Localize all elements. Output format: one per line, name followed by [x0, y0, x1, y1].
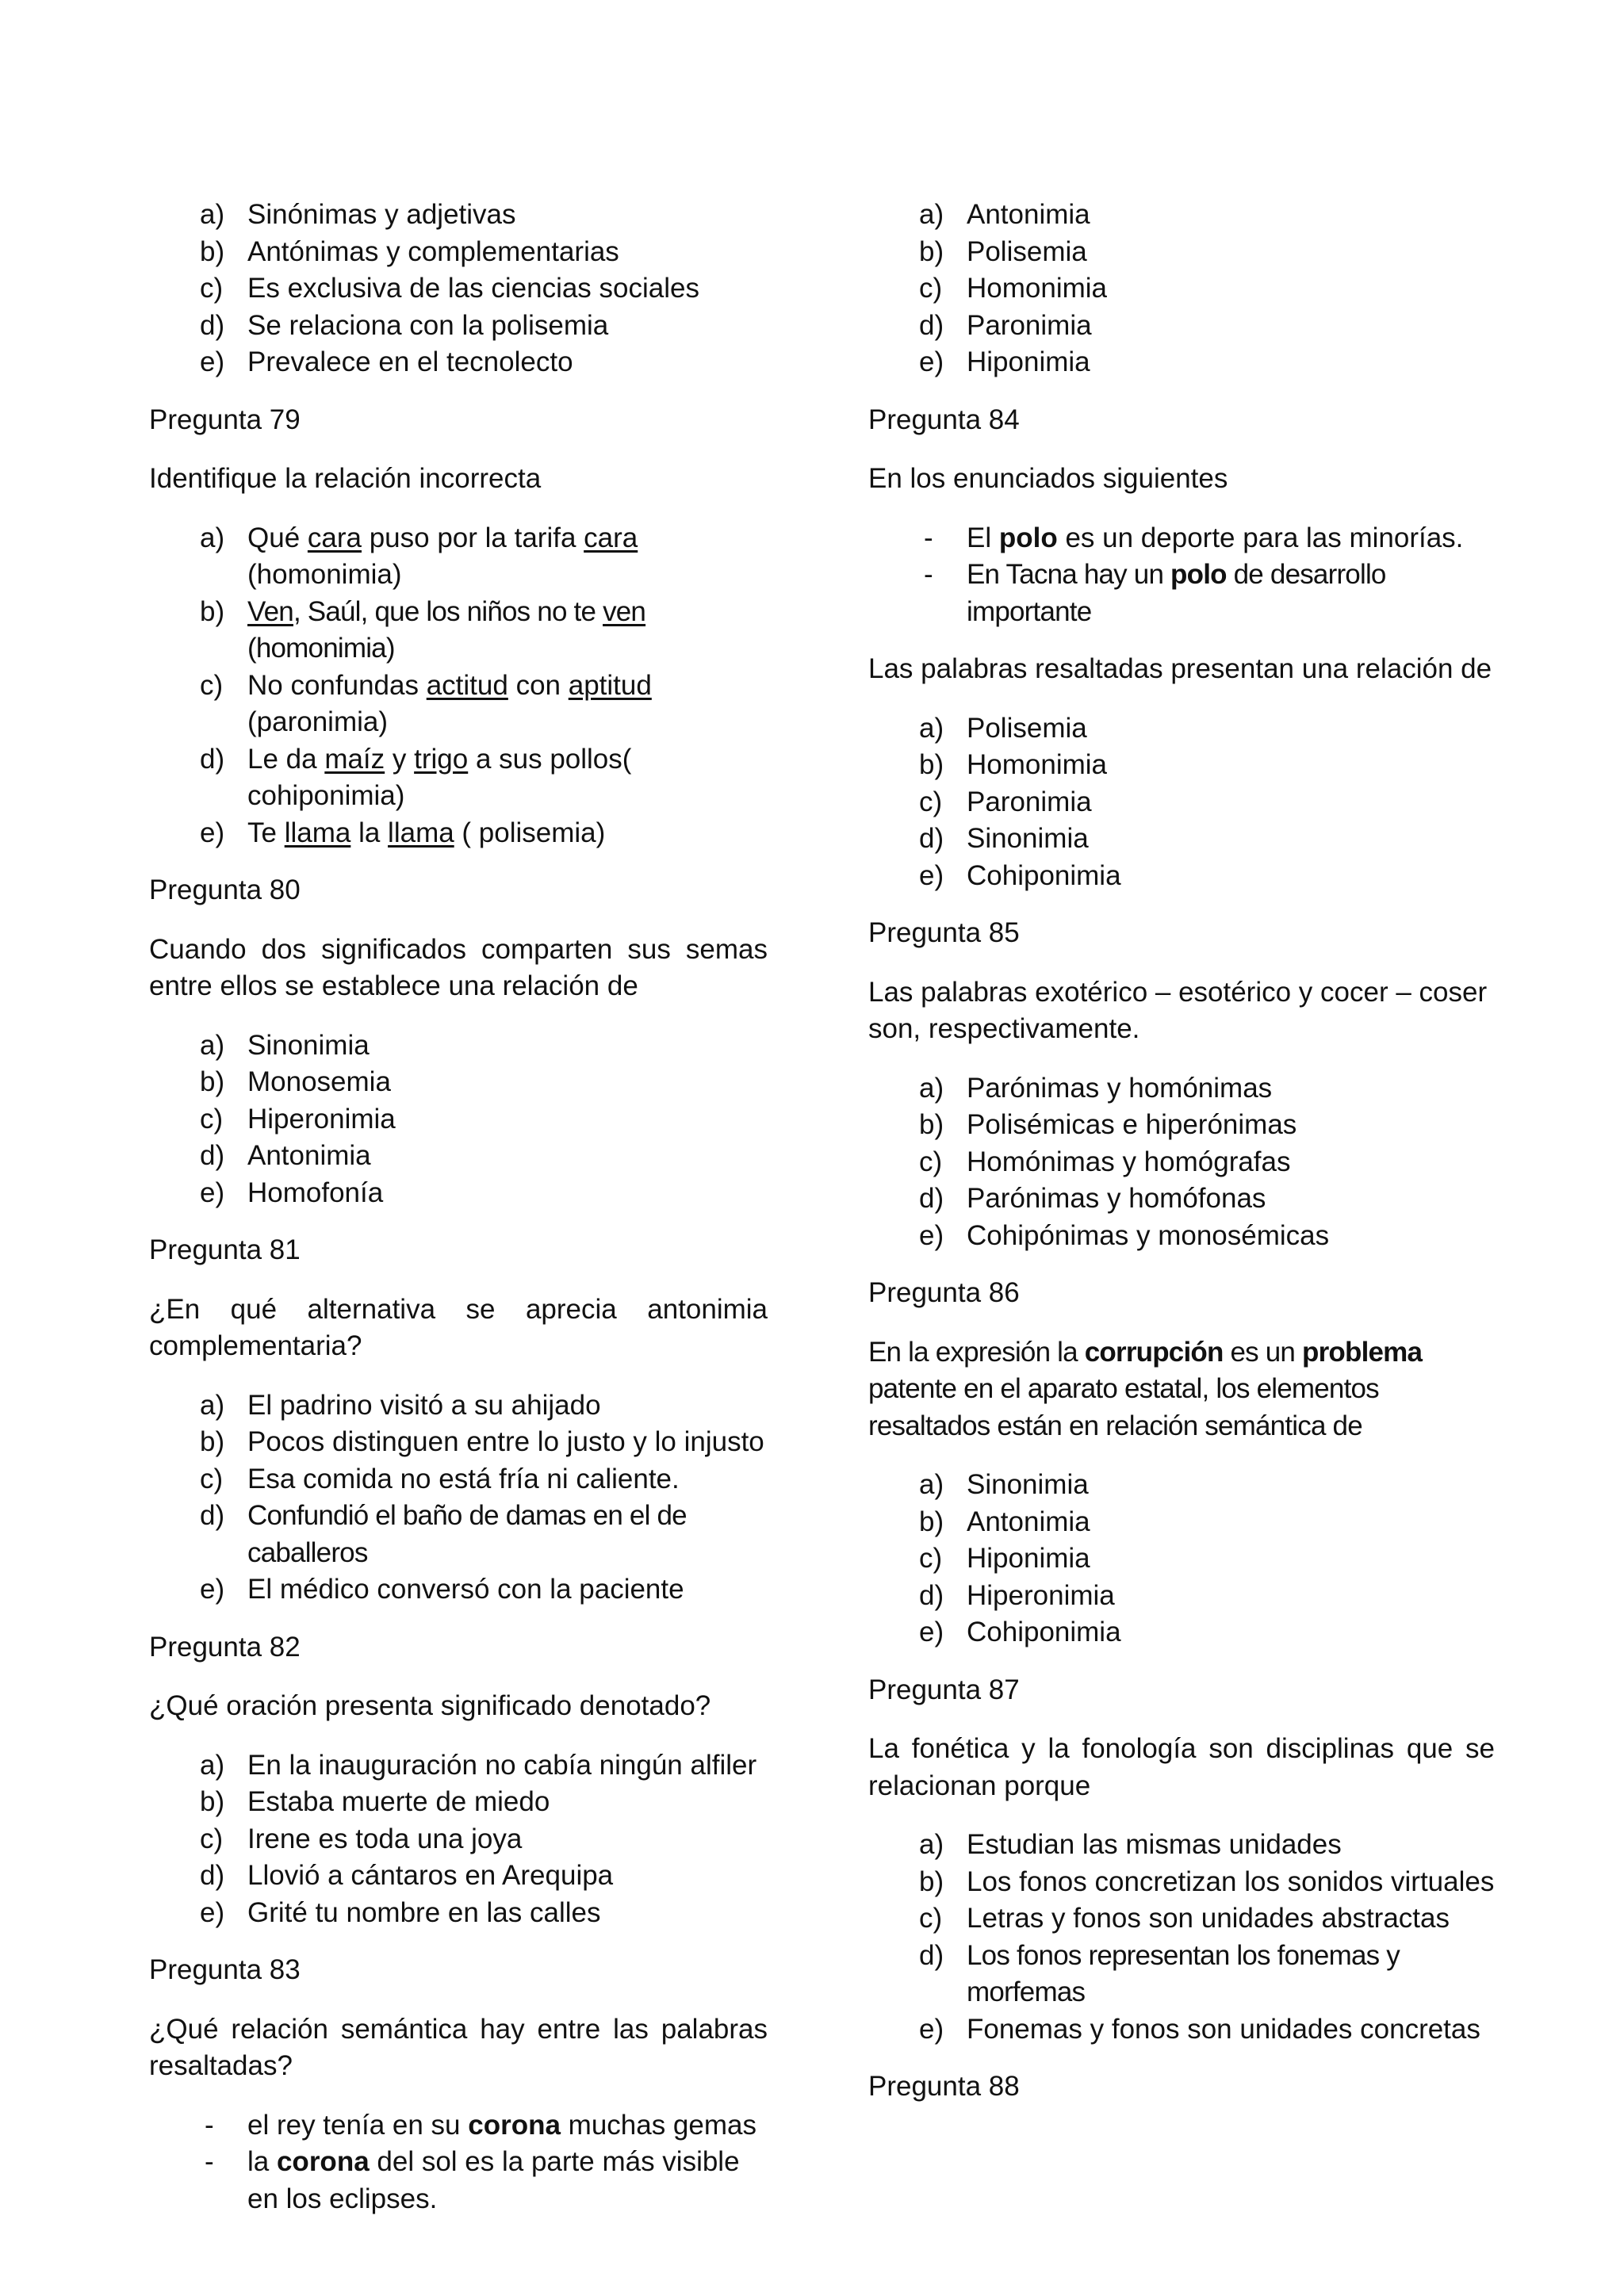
option-item: a) En la inauguración no cabía ningún alfiler: [200, 1749, 757, 1781]
option-item: b) Polisémicas e hiperónimas: [919, 1109, 1297, 1140]
q79-options: [149, 520, 768, 852]
question-stem-87: La fonética y la fonología son disciplinas que se relacionan porque: [868, 1733, 1495, 1801]
option-item: e) Cohiponimia: [919, 859, 1121, 891]
question-stem-83: ¿Qué relación semántica hay entre las palabras resaltadas?: [149, 2013, 768, 2081]
underlined-word: actitud: [426, 669, 508, 701]
statement-item: - En Tacna hay un polo de desarrollo importante: [924, 559, 1386, 627]
option-item: b) Los fonos concretizan los sonidos virtuales: [919, 1866, 1495, 1897]
question-stem-84-continued: Las palabras resaltadas presentan una relación de: [868, 653, 1492, 684]
q86-options: [868, 1467, 1495, 1651]
left-column: [149, 197, 768, 2238]
q78-options: [149, 197, 768, 381]
highlighted-word: polo: [1170, 559, 1227, 590]
option-item: c) Hiponimia: [919, 1543, 1090, 1574]
option-item: e) Fonemas y fonos son unidades concretas: [919, 2013, 1480, 2045]
option-item: a) Sinónimas y adjetivas: [200, 199, 516, 230]
option-item: b) Ven, Saúl, que los niños no te ven (homonimia): [200, 595, 646, 664]
question-heading-80: Pregunta 80: [149, 874, 301, 905]
question-stem-86: En la expresión la corrupción es un problema patente en el aparato estatal, los elementos resaltados están en relación semántica de: [868, 1336, 1423, 1441]
option-item: b) Antónimas y complementarias: [200, 235, 619, 267]
option-item: b) Antonimia: [919, 1506, 1090, 1537]
option-item: d) Hiperonimia: [919, 1579, 1115, 1611]
underlined-word: maíz: [324, 743, 385, 775]
question-heading-81: Pregunta 81: [149, 1234, 301, 1265]
question-heading-86: Pregunta 86: [868, 1277, 1020, 1308]
option-item: a) Sinonimia: [919, 1469, 1089, 1500]
option-item: a) Estudian las mismas unidades: [919, 1829, 1342, 1860]
question-stem-81: ¿En qué alternativa se aprecia antonimia complementaria?: [149, 1293, 768, 1361]
option-item: e) Te llama la llama ( polisemia): [200, 817, 606, 848]
statement-item: - El polo es un deporte para las minorías.: [924, 522, 1464, 553]
option-item: b) Polisemia: [919, 235, 1087, 267]
question-heading-87: Pregunta 87: [868, 1674, 1020, 1705]
option-item: d) Llovió a cántaros en Arequipa: [200, 1860, 614, 1891]
option-item: d) Le da maíz y trigo a sus pollos( cohiponimia): [200, 743, 632, 811]
option-item: a) Polisemia: [919, 712, 1087, 744]
option-item: d) Parónimas y homófonas: [919, 1183, 1266, 1214]
option-item: b) Pocos distinguen entre lo justo y lo injusto: [200, 1426, 764, 1457]
underlined-word: ven: [603, 595, 646, 627]
question-heading-83: Pregunta 83: [149, 1954, 301, 1985]
statement-item: - el rey tenía en su corona muchas gemas: [205, 2109, 756, 2141]
question-stem-79: Identifique la relación incorrecta: [149, 463, 542, 494]
option-item: e) Hiponimia: [919, 346, 1090, 377]
option-item: c) Es exclusiva de las ciencias sociales: [200, 273, 699, 304]
option-item: c) Homónimas y homógrafas: [919, 1146, 1291, 1177]
question-stem-84: En los enunciados siguientes: [868, 463, 1228, 494]
question-heading-84: Pregunta 84: [868, 404, 1020, 435]
question-heading-82: Pregunta 82: [149, 1631, 301, 1663]
option-item: e) Cohiponimia: [919, 1617, 1121, 1647]
option-item: e) Prevalece en el tecnolecto: [200, 346, 573, 377]
question-stem-85: Las palabras exotérico – esotérico y cocer – coser son, respectivamente.: [868, 976, 1488, 1044]
option-item: d) Paronimia: [919, 309, 1092, 341]
option-item: d) Antonimia: [200, 1140, 371, 1171]
highlighted-word: corrupción: [1084, 1336, 1224, 1368]
statement-item: - la corona del sol es la parte más visible en los eclipses.: [205, 2146, 740, 2214]
option-item: b) Monosemia: [200, 1066, 391, 1097]
underlined-word: aptitud: [568, 669, 652, 701]
option-item: e) El médico conversó con la paciente: [200, 1574, 684, 1605]
option-item: a) Parónimas y homónimas: [919, 1072, 1273, 1104]
q85-options: [868, 1070, 1495, 1255]
q82-options: [149, 1747, 768, 1932]
underlined-word: llama: [388, 817, 454, 848]
option-item: a) Antonimia: [919, 199, 1090, 230]
underlined-word: cara: [584, 522, 638, 553]
option-item: d) Los fonos representan los fonemas y morfemas: [919, 1939, 1400, 2007]
question-heading-88: Pregunta 88: [868, 2071, 1020, 2102]
highlighted-word: corona: [468, 2109, 561, 2141]
question-stem-82: ¿Qué oración presenta significado denotado?: [149, 1690, 711, 1721]
underlined-word: Ven: [247, 595, 293, 627]
underlined-word: cara: [307, 522, 362, 553]
q83-statements: [149, 2107, 768, 2218]
option-item: d) Se relaciona con la polisemia: [200, 309, 609, 341]
highlighted-word: polo: [998, 522, 1058, 553]
option-item: c) Paronimia: [919, 786, 1092, 817]
q87-options: [868, 1827, 1495, 2048]
option-item: c) Homonimia: [919, 273, 1107, 304]
highlighted-word: problema: [1302, 1336, 1423, 1368]
highlighted-word: corona: [276, 2146, 370, 2177]
option-item: e) Grité tu nombre en las calles: [200, 1896, 601, 1928]
question-stem-80: Cuando dos significados comparten sus semas entre ellos se establece una relación de: [149, 933, 768, 1001]
underlined-word: trigo: [414, 743, 469, 775]
q81-options: [149, 1387, 768, 1609]
option-item: e) Cohipónimas y monosémicas: [919, 1219, 1330, 1251]
right-column: [868, 197, 1495, 2128]
question-heading-85: Pregunta 85: [868, 917, 1020, 948]
option-item: c) Letras y fonos son unidades abstractas: [919, 1903, 1450, 1934]
option-item: b) Estaba muerte de miedo: [200, 1786, 550, 1817]
option-item: a) El padrino visitó a su ahijado: [200, 1389, 601, 1421]
q83-options: [868, 197, 1495, 381]
option-item: e) Homofonía: [200, 1177, 384, 1208]
q84-options: [868, 710, 1495, 895]
option-item: c) Irene es toda una joya: [200, 1823, 523, 1854]
option-item: d) Sinonimia: [919, 823, 1089, 854]
option-item: c) No confundas actitud con aptitud (paronimia): [200, 669, 652, 737]
option-item: b) Homonimia: [919, 749, 1107, 780]
q84-statements: [868, 520, 1495, 631]
option-item: a) Qué cara puso por la tarifa cara (homonimia): [200, 522, 638, 590]
q80-options: [149, 1027, 768, 1212]
option-item: d) Confundió el baño de damas en el de caballeros: [200, 1500, 687, 1568]
option-item: c) Hiperonimia: [200, 1103, 396, 1135]
underlined-word: llama: [284, 817, 351, 848]
option-item: c) Esa comida no está fría ni caliente.: [200, 1463, 680, 1494]
question-heading-79: Pregunta 79: [149, 404, 301, 435]
option-item: a) Sinonimia: [200, 1029, 370, 1061]
